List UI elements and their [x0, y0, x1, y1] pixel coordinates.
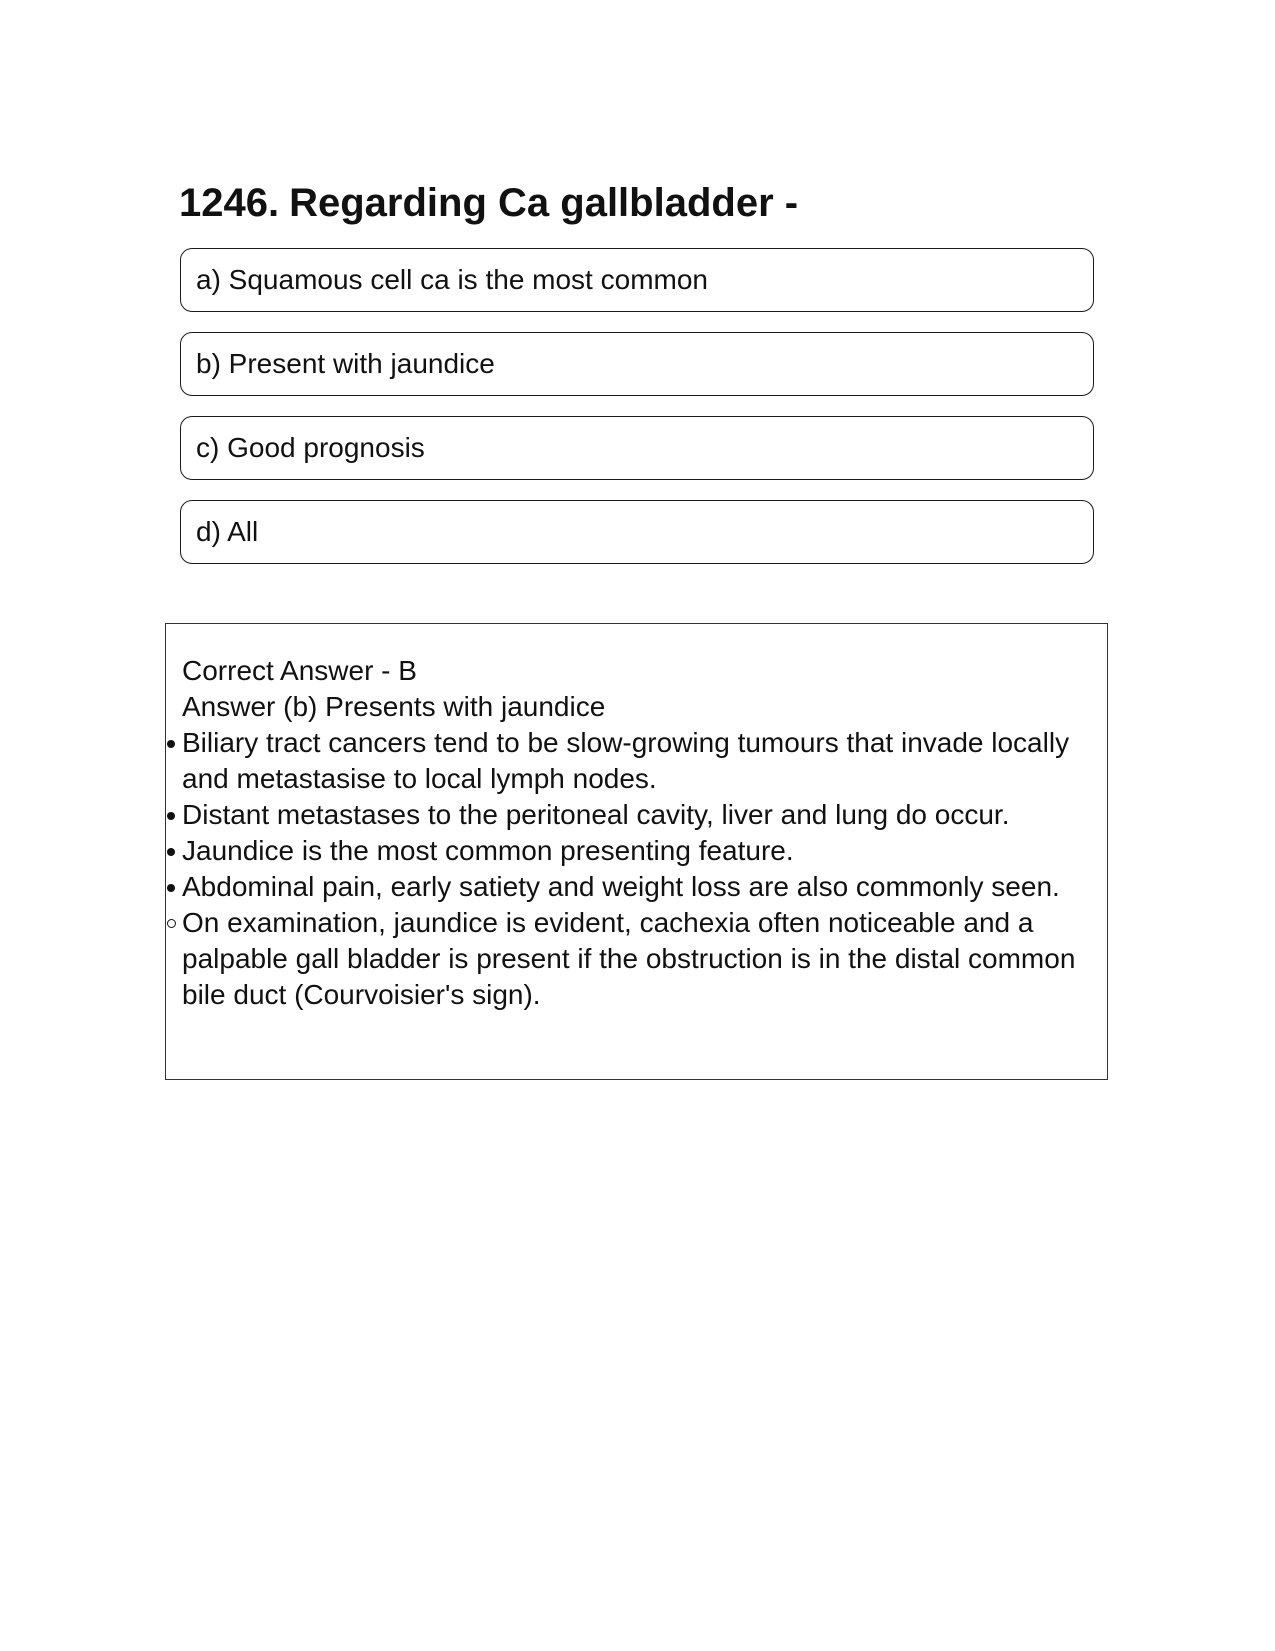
answer-point-text: Jaundice is the most common presenting feature.: [182, 835, 794, 866]
question-number: 1246.: [179, 181, 280, 225]
answer-explanation-heading: Answer (b) Presents with jaundice: [182, 691, 606, 722]
bullet-disc-icon: [167, 884, 175, 892]
bullet-disc-icon: [167, 848, 175, 856]
answer-points-list: [182, 725, 1097, 1013]
option-a[interactable]: a) Squamous cell ca is the most common: [180, 248, 1094, 312]
question-title: [179, 178, 798, 228]
answer-point: [182, 725, 1097, 797]
option-d[interactable]: d) All: [180, 500, 1094, 564]
answer-point: [182, 869, 1097, 905]
answer-point: [182, 833, 1097, 869]
bullet-disc-icon: [167, 740, 175, 748]
bullet-circle-icon: [167, 919, 176, 928]
answer-point-text: Distant metastases to the peritoneal cavity, liver and lung do occur.: [182, 799, 1010, 830]
correct-answer-label: Correct Answer - B: [182, 655, 417, 686]
answer-point-text: Abdominal pain, early satiety and weight loss are also commonly seen.: [182, 871, 1060, 902]
answer-point-text: On examination, jaundice is evident, cachexia often noticeable and a palpable gall bladder is present if the obstruction is in the distal common bile duct (Courvoisier's sign).: [182, 907, 1076, 1010]
bullet-disc-icon: [167, 812, 175, 820]
question-text: Regarding Ca gallbladder -: [289, 181, 799, 225]
option-b[interactable]: b) Present with jaundice: [180, 332, 1094, 396]
option-c[interactable]: c) Good prognosis: [180, 416, 1094, 480]
answer-point: [182, 905, 1097, 1013]
answer-explanation-box: [165, 623, 1108, 1080]
answer-point: [182, 797, 1097, 833]
answer-point-text: Biliary tract cancers tend to be slow-growing tumours that invade locally and metastasise to local lymph nodes.: [182, 727, 1070, 794]
